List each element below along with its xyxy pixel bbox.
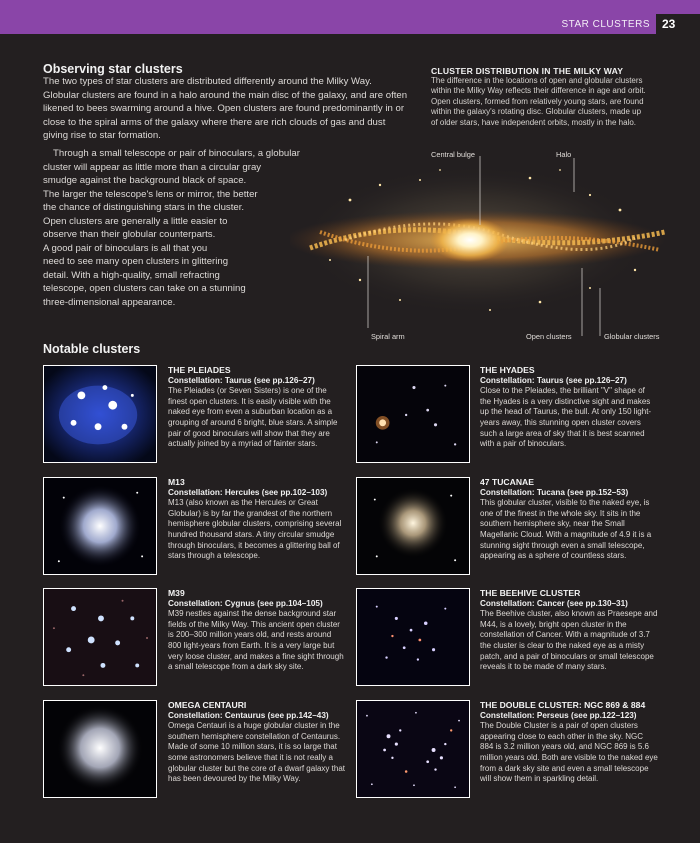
intro-line: smudge against the background black of space. — [43, 175, 247, 186]
intro-paragraph-1 — [43, 75, 408, 143]
m13-constellation: Constellation: Hercules (see pp.102–103) — [168, 487, 328, 497]
hyades-title: THE HYADES — [480, 365, 535, 375]
double-cluster-constellation: Constellation: Perseus (see pp.122–123) — [480, 710, 637, 720]
milky-way-illustration — [290, 140, 700, 340]
hyades-constellation: Constellation: Taurus (see pp.126–27) — [480, 375, 627, 385]
pleiades-image — [43, 365, 157, 463]
intro-line: detail. With a high-quality, small refracting — [43, 269, 220, 281]
m13-title: M13 — [168, 477, 185, 487]
m39-title: M39 — [168, 588, 185, 598]
hyades-description: Close to the Pleiades, the brilliant "V" shape of the Hyades is a very distinctive sight and makes up the head of Taurus, the bull. At only 150 light-years away, this stunning open cluster covers such a large area of sky that it is best scanned with a pair of binoculars. — [480, 386, 652, 449]
intro-line: A good pair of binoculars is all that you — [43, 242, 208, 254]
galaxy-icon — [290, 140, 700, 340]
pleiades-description: The Pleiades (or Seven Sisters) is one of the finest open clusters. It is easily visible with the naked eye from even a suburban location as a grouping of around 6 bright, blue stars. A simple pair of good binoculars will show that they are actually joined by a myriad of fainter stars. — [168, 386, 338, 449]
intro-line: need to see many open clusters in glittering — [43, 256, 229, 267]
distribution-line: The difference in the locations of open and globular clusters — [431, 76, 643, 85]
intro-line: Open clusters are generally a little easier to — [43, 215, 228, 227]
47-tucanae-title: 47 TUCANAE — [480, 477, 534, 487]
omega-centauri-icon — [44, 701, 156, 797]
halo-label: Halo — [556, 150, 572, 159]
double-cluster-title: THE DOUBLE CLUSTER: NGC 869 & 884 — [480, 700, 646, 710]
distribution-line: within the galaxy's rotating disc. Globular clusters, made up — [431, 107, 642, 117]
intro-paragraph-1-text: The two types of star clusters are distributed differently around the Milky Way. Globular clusters are found in a halo around the main disc of the galaxy, and are often likened to bees swarming around a hive. Open clusters are found predominantly in or close to the spiral arms of the galaxy where there are rich clouds of gas and dust giving rise to star formation. — [43, 76, 408, 141]
notable-heading: Notable clusters — [43, 342, 141, 356]
double-cluster-entry — [480, 700, 658, 785]
page-number: 23 — [656, 14, 700, 34]
m13-entry — [168, 477, 346, 562]
distribution-line: Open clusters, formed from relatively young stars, are found — [431, 96, 644, 106]
open-clusters-label: Open clusters — [526, 332, 572, 341]
hyades-icon — [357, 366, 469, 462]
47-tucanae-constellation: Constellation: Tucana (see pp.152–53) — [480, 487, 629, 497]
beehive-icon — [357, 589, 469, 685]
intro-line: three-dimensional appearance. — [43, 296, 176, 308]
beehive-image — [356, 588, 470, 686]
distribution-caption — [431, 76, 671, 128]
m39-icon — [44, 589, 156, 685]
m39-entry — [168, 588, 346, 673]
47-tucanae-icon — [357, 478, 469, 574]
m13-image — [43, 477, 157, 575]
m13-icon — [44, 478, 156, 574]
hyades-entry — [480, 365, 658, 450]
double-cluster-icon — [357, 701, 469, 797]
m39-constellation: Constellation: Cygnus (see pp.104–105) — [168, 598, 323, 608]
globular-clusters-label: Globular clusters — [604, 332, 660, 341]
intro-line: the chance of distinguishing stars in the cluster. — [43, 202, 245, 213]
pleiades-constellation: Constellation: Taurus (see pp.126–27) — [168, 375, 315, 385]
m39-description: M39 nestles against the dense background star fields of the Milky Way. This ancient open cluster is 200–300 million years old, and rests around 800 light-years from Earth. It is a very large but very loose cluster, and makes a fine sight through a small telescope from a dark sky site. — [168, 609, 344, 672]
m13-description: M13 (also known as the Hercules or Great Globular) is by far the grandest of the northern hemisphere globular clusters, comprising several hundred thousand stars. A tiny circular smudge through binoculars, it becomes a glittering ball of stars through a telescope. — [168, 498, 342, 561]
section-title: STAR CLUSTERS — [561, 19, 650, 30]
beehive-constellation: Constellation: Cancer (see pp.130–31) — [480, 598, 628, 608]
pleiades-title: THE PLEIADES — [168, 365, 231, 375]
omega-centauri-image — [43, 700, 157, 798]
beehive-title: THE BEEHIVE CLUSTER — [480, 588, 581, 598]
pleiades-icon — [44, 366, 156, 462]
47-tucanae-description: This globular cluster, visible to the naked eye, is one of the finest in the whole sky. It sits in the southern hemisphere sky, near the Small Magellanic Cloud. With a magnitude of 4.9 it is a stunning sight through even a small telescope, appearing as a sphere of countless stars. — [480, 498, 652, 561]
omega-centauri-title: OMEGA CENTAURI — [168, 700, 247, 710]
observing-heading: Observing star clusters — [43, 62, 183, 76]
pleiades-entry — [168, 365, 346, 450]
spiral-arm-label: Spiral arm — [371, 332, 405, 341]
omega-centauri-description: Omega Centauri is a huge globular cluster in the southern hemisphere constellation of Centaurus. Made of some 10 million stars, it is so large that some astronomers believe that it is not really a globular cluster but the core of a dwarf galaxy that has been devoured by the Milky Way. — [168, 721, 345, 784]
intro-line: observe than their globular counterparts. — [43, 229, 216, 240]
intro-line: cluster will appear as little more than a circular gray — [43, 161, 262, 173]
intro-line: The larger the telescope's lens or mirror, the better — [43, 188, 258, 200]
distribution-line: of older stars, have independent orbits, mostly in the halo. — [431, 117, 637, 127]
omega-centauri-constellation: Constellation: Centaurus (see pp.142–43) — [168, 710, 329, 720]
47-tucanae-image — [356, 477, 470, 575]
47-tucanae-entry — [480, 477, 658, 562]
m39-image — [43, 588, 157, 686]
omega-centauri-entry — [168, 700, 346, 785]
double-cluster-image — [356, 700, 470, 798]
intro-line: Through a small telescope or pair of binoculars, a globular — [53, 148, 300, 159]
central-bulge-label: Central bulge — [431, 150, 475, 159]
beehive-entry — [480, 588, 658, 673]
distribution-title: CLUSTER DISTRIBUTION IN THE MILKY WAY — [431, 66, 624, 76]
double-cluster-description: The Double Cluster is a pair of open clusters appearing close to each other in the sky. NGC 884 is 3.2 million years old, and NGC 869 is 5.6 million years old. Both are visible to the naked eye from a dark sky site and even a small telescope will show them in sparkling detail. — [480, 721, 658, 784]
distribution-line: within the Milky Way reflects their difference in age and orbit. — [431, 86, 646, 96]
hyades-image — [356, 365, 470, 463]
beehive-description: The Beehive cluster, also known as Praesepe and M44, is a lovely, bright open cluster in the constellation of Cancer. With a magnitude of 3.7 the cluster is clear to the naked eye as a misty patch, and a pair of binoculars or small telescope reveals it to be made of many stars. — [480, 609, 658, 672]
intro-line: telescope, open clusters can take on a stunning — [43, 283, 246, 294]
